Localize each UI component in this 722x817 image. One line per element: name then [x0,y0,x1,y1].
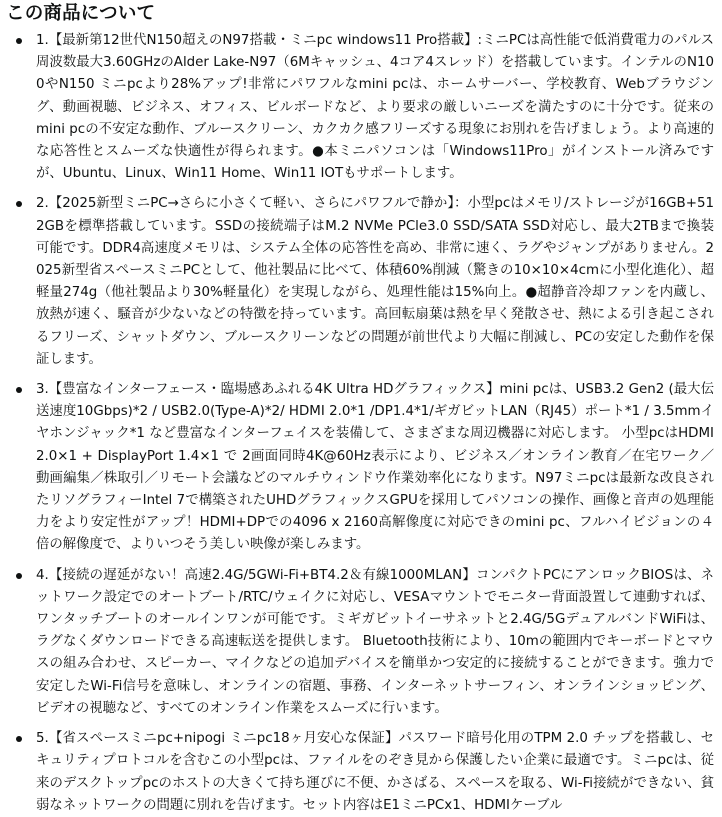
feature-bullet-4 [6,565,714,720]
bullet-dot-icon [16,736,22,742]
section-title: この商品について [6,3,156,24]
feature-bullet-1 [6,30,714,185]
bullet-dot-icon [16,201,22,207]
feature-bullet-3 [6,379,714,557]
feature-bullet-5 [6,728,714,817]
feature-bullet-text: 5.【省スペースミニpc+nipogi ミニpc18ヶ月安心な保証】パスワード暗号化用のTPM 2.0 チップを搭載し、セキュリティプロトコルを含むこの小型pcは、ファイルをのぞき見から保護したい企業に最適です。ミニpcは、従来のデスクトップpcのホストの大きくて持ち運びに不便、かさばる、スペースを取る、Wi-Fi接続ができない、貧弱なネットワークの問題に別れを告げます。セット内容はE1ミニPCx1、HDMIケーブル [36,731,714,813]
bullet-dot-icon [16,387,22,393]
bullet-dot-icon [16,573,22,579]
feature-bullet-2 [6,193,714,371]
feature-bullet-text: 4.【接続の遅延がない！高速2.4G/5GWi-Fi+BT4.2＆有線1000MLAN】コンパクトPCにアンロックBIOSは、ネットワーク設定でのオートブート/RTC/ウェイクに対応し、VESAマウントでモニター背面設置して連動すれば、ワンタッチブートのオールインワンが可能です。ミギガビットイーサネットと2.4G/5GデュアルバンドWiFiは、ラグなくダウンロードできる高速転送を提供します。 Bluetooth技術により、10mの範囲内でキーボードとマウスの組み合わせ、スピーカー、マイクなどの追加デバイスを簡単かつ安定的に接続することができます。強力で安定したWi-Fi信号を意味し、オンラインの宿題、事務、インターネットサーフィン、オンラインショッピング、ビデオの視聴など、すべてのオンライン作業をスムーズに行います。 [36,567,714,716]
feature-bullet-text: 3.【豊富なインターフェース・臨場感あふれる4K Ultra HDグラフィックス】mini pcは、USB3.2 Gen2 (最大伝送速度10Gbps)*2 / USB2.0(Type-A)*2/ HDMI 2.0*1 /DP1.4*1/ギガビットLAN（RJ45）ポート*1 / 3.5mmイヤホンジャック*1 など豊富なインターフェイスを装備して、さまざまな周辺機器に対応します。 小型pcはHDMI 2.0×1 + DisplayPort 1.4×1 で 2画面同時4K@60Hz表示により、ビジネス／オンライン教育／在宅ワーク／動画編集／株取引／リモート会議などのマルチウィンドウ作業効率化になります。N97ミニpcは最新な改良されたリソグラフィーIntel 7で構築されたUHDグラフィックスGPUを採用してパソコンの操作、画像と音声の処理能力をより安定性がアップ！HDMI+DPでの4096 x 2160高解像度に対応できのmini pc、フルハイビジョンの４倍の解像度で、よりいつそう美しい映像が楽しみます。 [36,382,714,553]
feature-bullet-list [6,30,714,817]
bullet-dot-icon [16,38,22,44]
feature-bullet-text: 1.【最新第12世代N150超えのN97搭載・ミニpc windows11 Pro搭載】:ミニPCは高性能で低消費電力のパルス周波数最大3.60GHzのAlder Lake-N97（6Mキャッシュ、4コア4スレッド）を搭載しています。インテルのN100やN150 ミニpcより28%アップ!非常にパワフルなmini pcは、ホームサーバー、学校教育、Webブラウジング、動画視聴、ビジネス、オフィス、ビルボードなど、より要求の厳しいニーズを満たすのに十分です。従来のmini pcの不安定な動作、ブルースクリーン、カクカク感フリーズする現象にお別れを告げましょう。より高速的な応答性とスムーズな快適性が得られます。●本ミニパソコンは「Windows11Pro」がインストール済みですが、Ubuntu、Linux、Win11 Home、Win11 IOTもサポートします。 [36,33,714,182]
feature-bullet-text: 2.【2025新型ミニPC→さらに小さくて軽い、さらにパワフルで静か】：小型pcはメモリ/ストレージが16GB+512GBを標準搭載しています。SSDの接続端子はM.2 NVMe PCle3.0 SSD/SATA SSD対応し、最大2TBまで換装可能です。DDR4高速度メモリは、システム全体の応答性を高め、非常に速く、ラグやジャンプがありません。2025新型省スペースミニPCとして、他社製品に比べて、体積60%削減（驚きの10×10×4cmに小型化進化）、超軽量274g（他社製品より30%軽量化）を実現しながら、処理性能は15%向上。●超静音冷却ファンを内蔵し、放熱が速く、騒音が少ないなどの特徴を持っています。高回転扇葉は熱を早く発散させ、熱による引き起こされるフリーズ、シャットダウン、ブルースクリーンなどの問題が前世代より大幅に削減し、PCの安定した動作を保証します。 [36,196,714,367]
